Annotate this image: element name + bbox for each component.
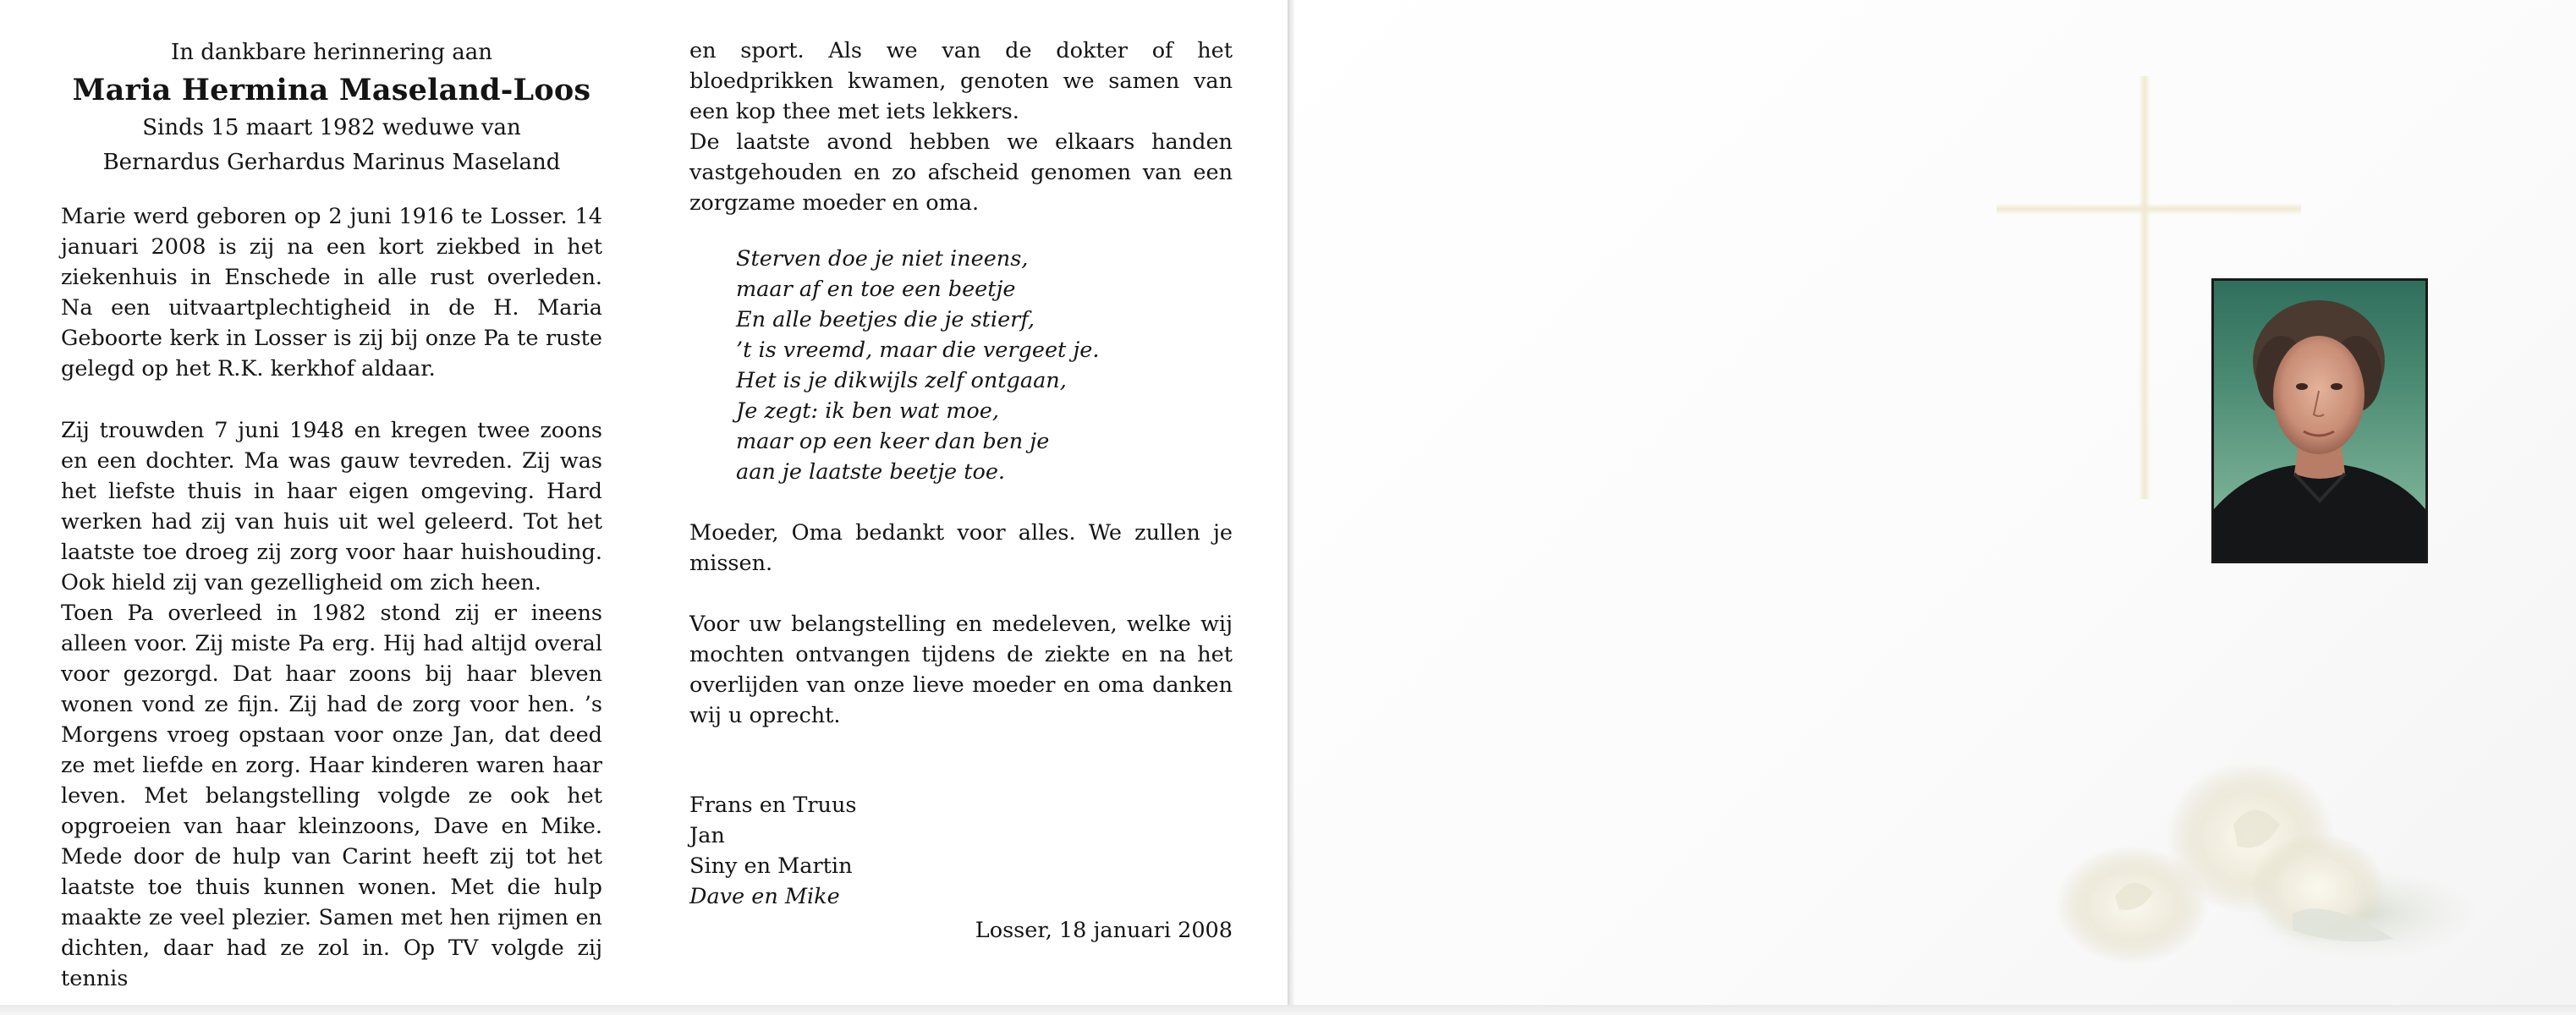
- poem-line: ’t is vreemd, maar die vergeet je.: [736, 337, 1100, 363]
- left-page: [0, 0, 1288, 1002]
- signature-line: Frans en Truus: [689, 793, 857, 818]
- memory-paragraph-2: De laatste avond hebben we elkaars handen vastgehouden en zo afscheid genomen van een zorgzame moeder en oma.: [689, 129, 1233, 216]
- portrait-photo: [2211, 278, 2428, 563]
- thanks-line: Moeder, Oma bedankt voor alles. We zullen je missen.: [689, 520, 1233, 576]
- poem-line: aan je laatste beetje toe.: [736, 459, 1006, 485]
- poem-line: maar af en toe een beetje: [736, 277, 1016, 302]
- signature-line: Dave en Mike: [689, 884, 840, 909]
- husband-name: Bernardus Gerhardus Marinus Maseland: [102, 150, 561, 175]
- signatures: [689, 790, 1233, 912]
- signature-line: Siny en Martin: [689, 853, 853, 879]
- biography-paragraph-1: Marie werd geboren op 2 juni 1916 te Losser. 14 januari 2008 is zij na een kort ziekbed in het ziekenhuis in Enschede in alle rust overleden. Na een uitvaartplechtigheid in de H. Maria Geboorte kerk in Losser is zij bij onze Pa te ruste gelegd op het R.K. kerkhof aldaar.: [61, 204, 602, 381]
- cross-arm: [1997, 203, 2301, 215]
- card-fold: [1288, 0, 1294, 1015]
- intro-line: In dankbare herinnering aan: [170, 40, 493, 65]
- left-column: [61, 36, 602, 994]
- poem-line: Je zegt: ik ben wat moe,: [736, 398, 999, 424]
- poem-line: Het is je dikwijls zelf ontgaan,: [736, 368, 1067, 393]
- biography-paragraph-3: Toen Pa overleed in 1982 stond zij er ineens alleen voor. Zij miste Pa erg. Hij had altijd overal voor gezorgd. Dat haar zoons bij haar bleven wonen vond ze fijn. Zij had de zorg voor hen. ’s Morgens vroeg opstaan voor onze Jan, dat deed ze met liefde en zorg. Haar kinderen waren haar leven. Met belangstelling volgde ze ook het opgroeien van haar kleinzoons, Dave en Mike. Mede door de hulp van Carint heeft zij tot het laatste toe thuis kunnen wonen. Met die hulp maakte ze veel plezier. Samen met hen rijmen en dichten, daar had ze zol in. Op TV volgde zij tennis: [61, 601, 602, 991]
- poem-line: maar op een keer dan ben je: [736, 429, 1050, 454]
- card-bottom-edge: [0, 1005, 2576, 1015]
- gratitude-paragraph: Voor uw belangstelling en medeleven, welke wij mochten ontvangen tijdens de ziekte en na het overlijden van onze lieve moeder en oma danken wij u oprecht.: [689, 612, 1233, 728]
- right-column: [689, 36, 1233, 974]
- deceased-name: Maria Hermina Maseland-Loos: [72, 73, 591, 107]
- poem-line: Sterven doe je niet ineens,: [736, 246, 1029, 272]
- place-date: Losser, 18 januari 2008: [975, 918, 1233, 943]
- biography-paragraph-2: Zij trouwden 7 juni 1948 en kregen twee zoons en een dochter. Ma was gauw tevreden. Zij was het liefste thuis in haar eigen omgeving. Hard werken had zij van huis uit wel geleerd. Tot het laatste toe droeg zij zorg voor haar huishouding. Ook hield zij van gezelligheid om zich heen.: [61, 418, 602, 595]
- cross-icon: [2139, 76, 2150, 499]
- portrait-illustration: [2214, 281, 2425, 561]
- memory-paragraph-1: en sport. Als we van de dokter of het bloedprikken kwamen, genoten we samen van een kop thee met iets lekkers.: [689, 38, 1233, 124]
- widow-line: Sinds 15 maart 1982 weduwe van: [142, 115, 521, 140]
- roses-illustration: [2039, 744, 2479, 973]
- signature-line: Jan: [689, 823, 725, 848]
- poem: [736, 244, 1233, 487]
- poem-line: En alle beetjes die je stierf,: [736, 307, 1035, 332]
